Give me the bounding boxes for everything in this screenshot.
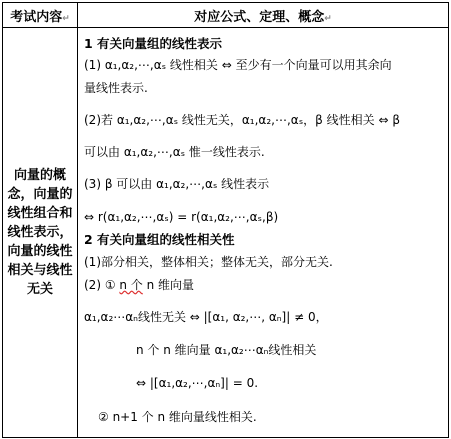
item-2-1: (1)部分相关，整体相关；整体无关，部分无关. — [84, 255, 333, 269]
header-formulas — [78, 3, 449, 28]
formulas-cell — [78, 28, 449, 438]
section-1-title: 1 有关向量组的线性表示 — [84, 36, 223, 51]
item-2-2-line1 — [84, 278, 444, 292]
item-1-1-line1: (1) α₁,α₂,⋯,αₛ 线性相关 ⇔ 至少有一个向量可以用其余向 — [84, 58, 392, 72]
section-2-title: 2 有关向量组的线性相关性 — [84, 232, 235, 247]
return-mark: ↵ — [324, 13, 332, 24]
item-1-2-line1: (2)若 α₁,α₂,⋯,αₛ 线性无关，α₁,α₂,⋯,αₛ，β 线性相关 ⇔ β — [84, 113, 400, 127]
item-2-3: ② n+1 个 n 维向量线性相关. — [98, 410, 257, 424]
item-2-2-line4: ⇔ |[α₁,α₂,⋯,αₙ]| = 0. — [136, 376, 259, 390]
item-1-2-line2: 可以由 α₁,α₂,⋯,αₛ 惟一线性表示. — [84, 145, 265, 159]
item-1-1-line2: 量线性表示. — [84, 81, 148, 95]
item-1-3-line1: (3) β 可以由 α₁,α₂,⋯,αₛ 线性表示 — [84, 177, 270, 191]
header-col2-text: 对应公式、定理、概念 — [194, 9, 325, 25]
header-exam-content — [3, 3, 78, 28]
item-2-2-line2: α₁,α₂⋯αₙ线性无关 ⇔ |[α₁, α₂,⋯, αₙ]| ≠ 0， — [84, 310, 328, 324]
exam-content-text: 向量的概念，向量的线性组合和线性表示，向量的线性相关与线性无关 — [7, 168, 73, 297]
item-2-2-prefix: (2) ① — [84, 278, 120, 292]
exam-content-cell — [3, 28, 78, 438]
header-col1-text: 考试内容 — [10, 9, 63, 25]
item-2-2-line3: n 个 n 维向量 α₁,α₂⋯αₙ线性相关 — [136, 343, 317, 357]
return-mark: ↵ — [62, 13, 70, 24]
concept-table — [2, 2, 449, 438]
item-1-3-line2: ⇔ r(α₁,α₂,⋯,αₛ) = r(α₁,α₂,⋯,αₛ,β) — [84, 210, 279, 224]
item-2-2-suffix: n 维向量 — [142, 278, 195, 292]
item-2-2-underlined: n 个 — [119, 278, 143, 292]
